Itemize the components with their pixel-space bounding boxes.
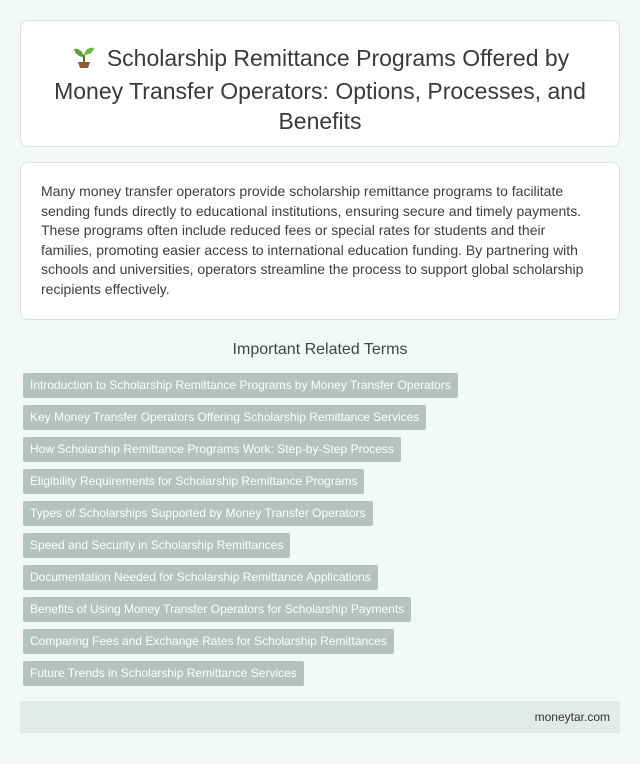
footer-site-link[interactable]: moneytar.com xyxy=(534,710,610,724)
related-terms-list xyxy=(23,373,623,693)
footer xyxy=(20,701,620,733)
related-term-link[interactable]: Documentation Needed for Scholarship Remittance Applications xyxy=(23,565,378,590)
related-terms-heading: Important Related Terms xyxy=(232,341,408,358)
page-title xyxy=(47,43,593,136)
related-term-link[interactable]: Introduction to Scholarship Remittance Programs by Money Transfer Operators xyxy=(23,373,458,398)
description-card xyxy=(20,162,620,320)
related-term-link[interactable]: Future Trends in Scholarship Remittance Services xyxy=(23,661,304,686)
related-term-link[interactable]: Benefits of Using Money Transfer Operators for Scholarship Payments xyxy=(23,597,411,622)
sprout-icon xyxy=(71,43,97,76)
related-term-link[interactable]: Comparing Fees and Exchange Rates for Scholarship Remittances xyxy=(23,629,394,654)
related-term-link[interactable]: Speed and Security in Scholarship Remittances xyxy=(23,533,290,558)
title-card xyxy=(20,20,620,147)
page-title-text: Scholarship Remittance Programs Offered by Money Transfer Operators: Options, Processes, and Benefits xyxy=(54,45,586,134)
description-text: Many money transfer operators provide scholarship remittance programs to facilitate sending funds directly to educational institutions, ensuring secure and timely payments. These programs often include reduced fees or special rates for students and their families, promoting easier access to international education funding. By partnering with schools and universities, operators streamline the process to support global scholarship recipients effectively. xyxy=(41,183,584,297)
related-term-link[interactable]: Key Money Transfer Operators Offering Scholarship Remittance Services xyxy=(23,405,426,430)
related-term-link[interactable]: How Scholarship Remittance Programs Work: Step-by-Step Process xyxy=(23,437,401,462)
related-term-link[interactable]: Types of Scholarships Supported by Money Transfer Operators xyxy=(23,501,373,526)
related-term-link[interactable]: Eligibility Requirements for Scholarship Remittance Programs xyxy=(23,469,364,494)
